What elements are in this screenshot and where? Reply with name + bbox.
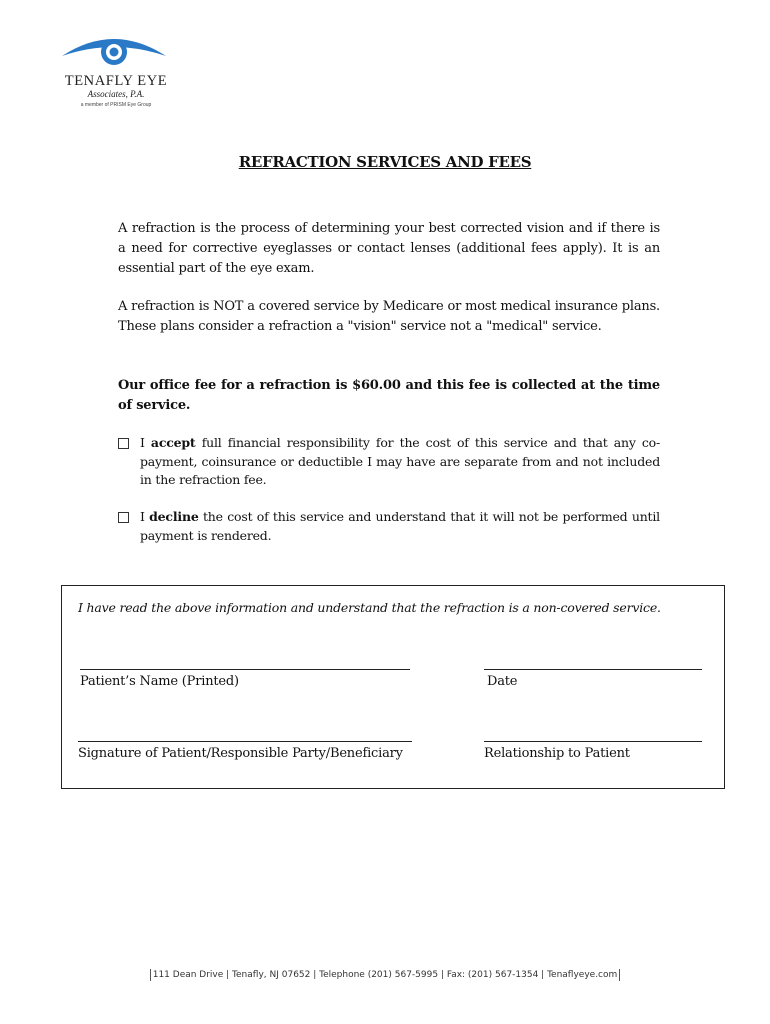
accept-option[interactable] [118,434,660,490]
logo-subtitle: Associates, P.A. [87,89,145,99]
decline-option[interactable] [118,508,660,545]
footer-contact-info: 111 Dean Drive | Tenafly, NJ 07652 | Telephone (201) 567-5995 | Fax: (201) 567-1354 | Tenaflyeye.com [150,969,621,981]
accept-text: full financial responsibility for the cost of this service and that any co-payment, coinsurance or deductible I may have are separate from and not included in the refraction fee. [140,435,661,487]
coverage-paragraph: A refraction is NOT a covered service by Medicare or most medical insurance plans. These plans consider a refraction a "vision" service not a "medical" service. [118,299,660,334]
relationship-line[interactable] [484,741,702,742]
signature-box [61,585,725,789]
relationship-label: Relationship to Patient [484,746,630,761]
date-line[interactable] [484,669,702,670]
page-footer [0,970,770,980]
logo-tagline: a member of PRISM Eye Group [80,102,152,108]
decline-keyword: decline [149,509,199,524]
accept-prefix: I [140,435,145,450]
accept-keyword: accept [150,435,196,450]
decline-prefix: I [140,509,145,524]
signature-label: Signature of Patient/Responsible Party/Beneficiary [78,746,403,761]
document-title: REFRACTION SERVICES AND FEES [238,153,532,171]
decline-text: the cost of this service and understand that it will not be performed until payment is rendered. [140,509,660,543]
accept-checkbox[interactable] [118,438,129,449]
company-logo [58,30,170,114]
date-label: Date [487,674,518,689]
patient-name-line[interactable] [80,669,410,670]
logo-company-name: TENAFLY EYE [64,73,168,89]
fee-notice: Our office fee for a refraction is $60.00 and this fee is collected at the time of service. [118,378,660,413]
signature-line[interactable] [78,741,412,742]
acknowledgement-statement: I have read the above information and understand that the refraction is a non-covered service. [78,600,661,615]
patient-name-label: Patient’s Name (Printed) [80,674,239,689]
refraction-definition-paragraph: A refraction is the process of determining your best corrected vision and if there is a need for corrective eyeglasses or contact lenses (additional fees apply). It is an essential part of the eye exam. [118,221,660,276]
decline-checkbox[interactable] [118,512,129,523]
